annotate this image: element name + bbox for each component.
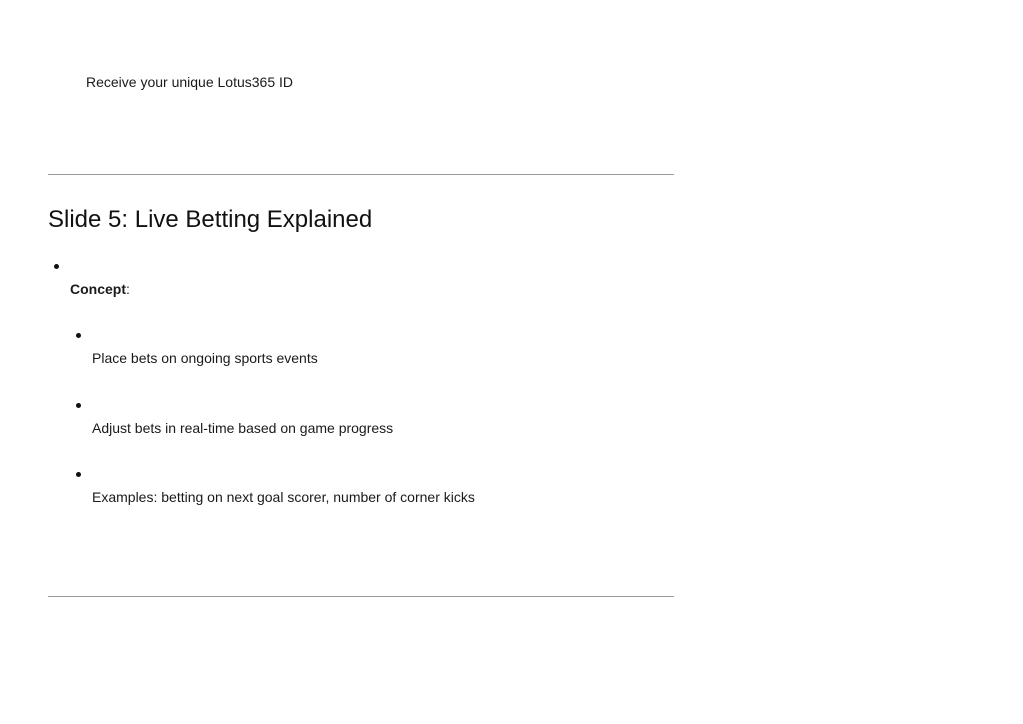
slide-divider-bottom — [48, 596, 674, 597]
concept-item-3: Examples: betting on next goal scorer, number of corner kicks — [92, 489, 475, 505]
concept-label: Concept — [70, 281, 126, 297]
concept-heading — [70, 280, 130, 298]
bullet-item-2 — [76, 403, 81, 408]
bullet-item-1 — [76, 333, 81, 338]
concept-item-2: Adjust bets in real-time based on game progress — [92, 420, 394, 436]
previous-slide-item: Receive your unique Lotus365 ID — [86, 74, 294, 90]
slide-title: Slide 5: Live Betting Explained — [48, 206, 373, 233]
slide-divider-top — [48, 174, 674, 175]
concept-item-1: Place bets on ongoing sports events — [92, 350, 318, 366]
bullet-item-3 — [76, 472, 81, 477]
bullet-concept — [54, 264, 59, 269]
concept-colon: : — [126, 281, 130, 297]
